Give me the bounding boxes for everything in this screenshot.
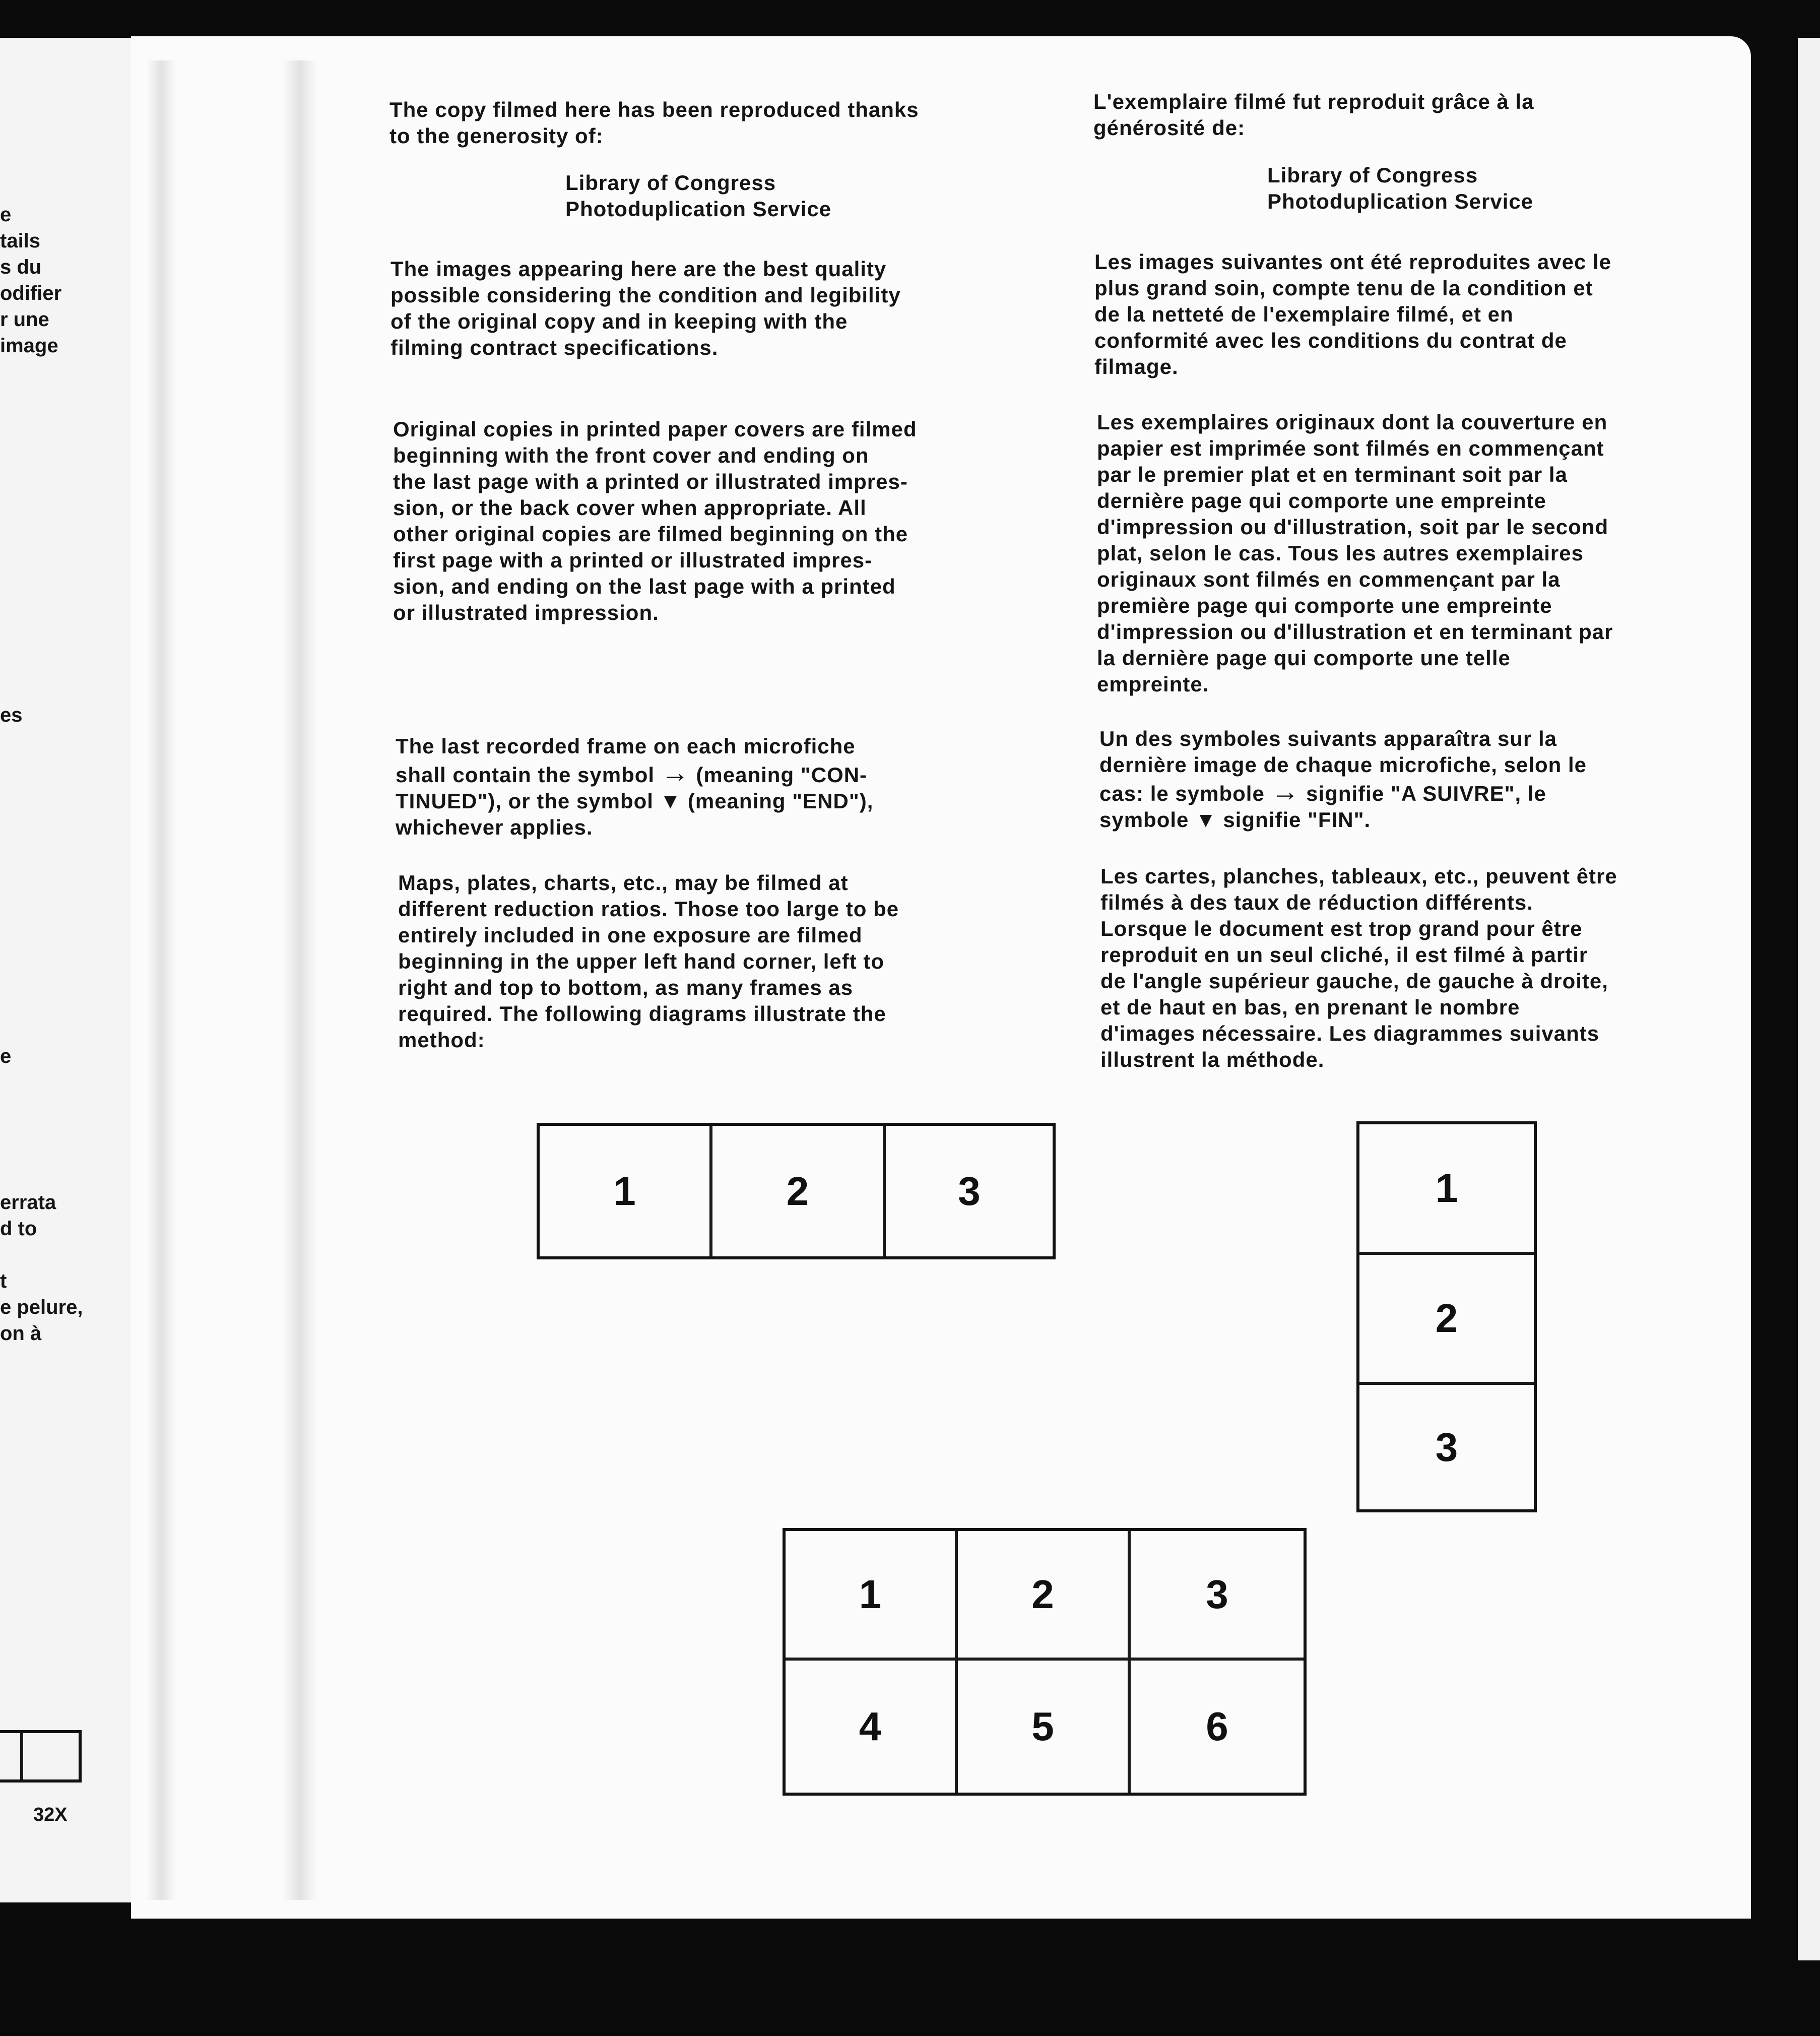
english-covers-text: Original copies in printed paper covers are filmed beginning with the front cover and ending on the last page with a printed or illustrated impres- sion, or the back cover when appropriate. All other original copies are filmed beginning on the first page with a printed or illustrated impres- sion, and ending on the last page with a printed or illustrated impression.: [393, 417, 917, 624]
diagram-frame-number: 3: [1435, 1424, 1458, 1470]
english-library-name: Library of Congress Photoduplication Service: [565, 171, 832, 221]
horizontal-frame-diagram: [537, 1123, 1056, 1259]
french-symbols-text: Un des symboles suivants apparaîtra sur la dernière image de chaque microfiche, selon le cas: le symbole → signifie "A SUIVRE", le symbole ▼ signifie "FIN".: [1099, 727, 1587, 832]
diagram-frame-number: 2: [1435, 1296, 1458, 1341]
diagram-frame-number: 1: [613, 1168, 636, 1214]
continued-arrow-icon: →: [1271, 775, 1300, 807]
vertical-frame-diagram: [1356, 1121, 1537, 1512]
diagram-frame-number: 6: [1206, 1704, 1228, 1749]
diagram-frame-number: 2: [1031, 1571, 1054, 1617]
end-triangle-icon: ▼: [1195, 808, 1217, 832]
diagram-frame-number: 3: [1206, 1571, 1228, 1617]
english-symbols-text: The last recorded frame on each microfiche shall contain the symbol → (meaning "CON- TINUED"), or the symbol ▼ (meaning "END"), whichever applies.: [396, 734, 874, 839]
french-thanks-text: L'exemplaire filmé fut reproduit grâce à la générosité de:: [1093, 90, 1534, 140]
english-quality-text: The images appearing here are the best quality possible considering the condition and legibility of the original copy and in keeping with the filming contract specifications.: [391, 257, 901, 359]
film-border: [0, 1960, 1820, 2036]
scale-label: 32X: [33, 1804, 68, 1825]
continued-arrow-icon: →: [661, 756, 690, 788]
diagram-frame-number: 5: [1031, 1704, 1054, 1749]
english-thanks-text: The copy filmed here has been reproduced thanks to the generosity of:: [389, 98, 919, 148]
french-covers-text: Les exemplaires originaux dont la couverture en papier est imprimée sont filmés en commençant par le premier plat et en terminant soit par la dernière page qui comporte une empreinte d'impression ou d'illustration, soit par le second plat, selon le cas. Tous les autres exemplaires originaux sont filmés en commençant par la première page qui comporte une empreinte d'impression ou d'illustration et en terminant par la dernière page qui comporte une telle empreinte.: [1097, 410, 1613, 696]
left-fragment-text: errata d to t e pelure, on à: [0, 1191, 83, 1345]
french-maps-text: Les cartes, planches, tableaux, etc., peuvent être filmés à des taux de réduction différents. Lorsque le document est trop grand pour être reproduit en un seul cliché, il est filmé à partir de l'angle supérieur gauche, de gauche à droite, et de haut en bas, en prenant le nombre d'images nécessaire. Les diagrammes suivants illustrent la méthode.: [1100, 864, 1617, 1071]
french-quality-text: Les images suivantes ont été reproduites avec le plus grand soin, compte tenu de la condition et de la netteté de l'exemplaire filmé, et en conformité avec les conditions du contrat de filmage.: [1094, 250, 1612, 378]
left-fragment-text: e tails s du odifier r une image: [0, 204, 62, 357]
left-fragment-text: e: [0, 1045, 12, 1067]
diagram-frame-number: 2: [786, 1168, 809, 1214]
diagram-frame-number: 1: [859, 1571, 882, 1617]
diagram-frame-number: 4: [859, 1704, 882, 1749]
diagram-frame-number: 3: [958, 1168, 981, 1214]
grid-frame-diagram: [783, 1528, 1307, 1796]
right-page-strip: [1798, 38, 1820, 2028]
end-triangle-icon: ▼: [660, 789, 682, 813]
english-maps-text: Maps, plates, charts, etc., may be filmed at different reduction ratios. Those too large to be entirely included in one exposure are filmed beginning in the upper left hand corner, left to right and top to bottom, as many frames as required. The following diagrams illustrate the method:: [398, 871, 899, 1052]
scale-box-fragment: [0, 1730, 82, 1783]
page-fold-shadow: [146, 60, 176, 1900]
left-fragment-text: es: [0, 704, 23, 726]
diagram-frame-number: 1: [1435, 1165, 1458, 1211]
french-library-name: Library of Congress Photoduplication Service: [1267, 163, 1534, 213]
page-fold-shadow: [282, 60, 317, 1900]
